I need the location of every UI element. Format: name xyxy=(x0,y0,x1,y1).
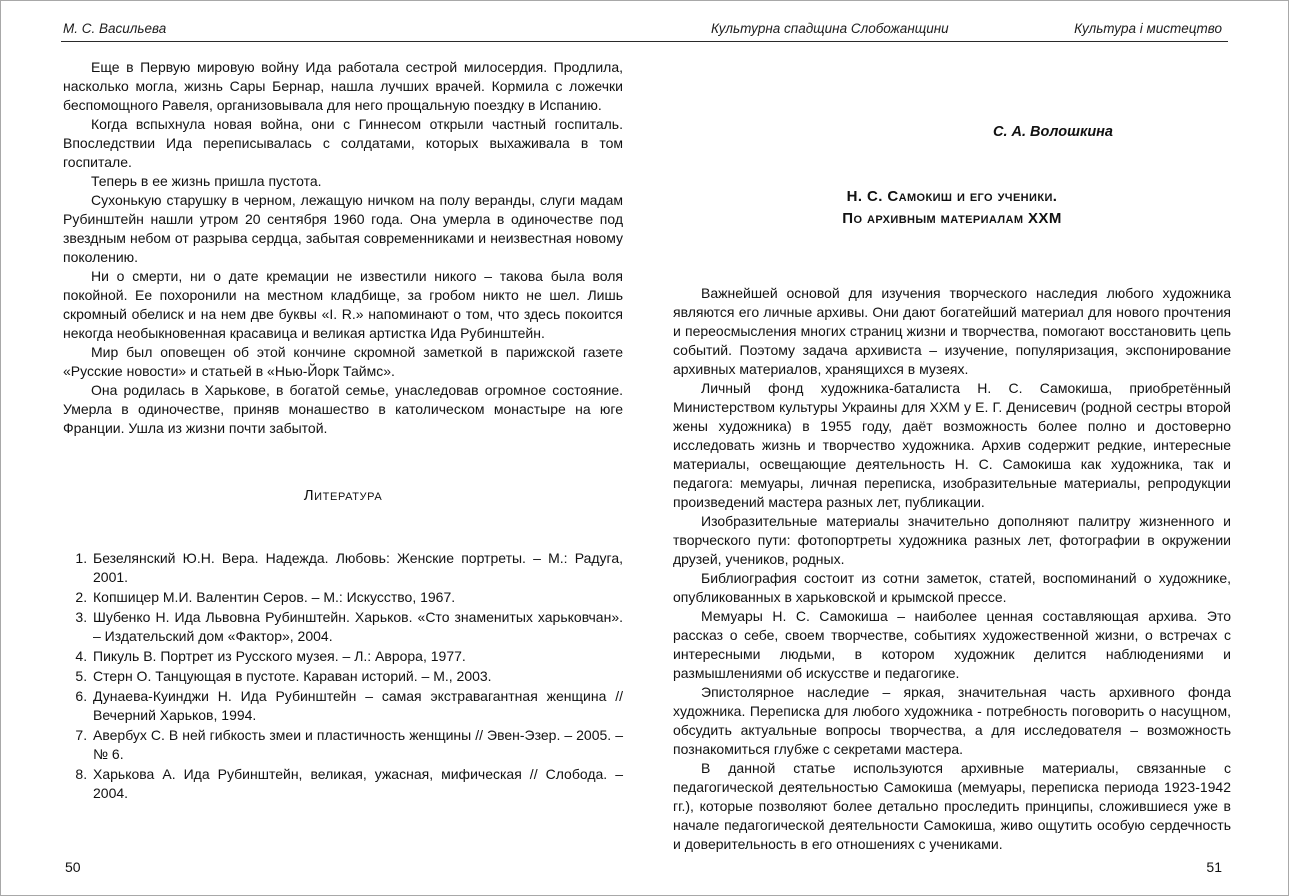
reference-item: 6. Дунаева-Куинджи Н. Ида Рубинштейн – самая экстравагантная женщина // Вечерний Харьков, 1994. xyxy=(91,687,623,725)
paragraph: Мир был оповещен об этой кончине скромной заметкой в парижской газете «Русские новости» и статьей в «Нью-Йорк Таймс». xyxy=(63,344,623,379)
reference-item: 4. Пикуль В. Портрет из Русского музея. – Л.: Аврора, 1977. xyxy=(91,647,623,666)
article-author: С. А. Волошкина xyxy=(993,124,1113,140)
paragraph: Эпистолярное наследие – яркая, значительная часть архивного фонда художника. Переписка для любого художника - потребность поговорить о насущном, обсудить актуальные вопросы творчества, а для исследователя – возможность познакомиться глубже с секретами мастера. xyxy=(673,684,1231,757)
reference-item: 3. Шубенко Н. Ида Львовна Рубинштейн. Харьков. «Сто знаменитых харьковчан». – Издательский дом «Фактор», 2004. xyxy=(91,608,623,646)
paragraph: Библиография состоит из сотни заметок, статей, воспоминаний о художнике, опубликованных в харьковской и крымской прессе. xyxy=(673,570,1231,605)
page-number-right: 51 xyxy=(1206,859,1222,875)
running-head-series: Культурна спадщина Слобожанщини xyxy=(711,21,949,36)
header-rule xyxy=(61,41,1228,42)
paragraph: Личный фонд художника-баталиста Н. С. Самокиша, приобретённый Министерством культуры Украины для ХХМ у Е. Г. Денисевич (родной сестры второй жены художника) в 1955 году, даёт возможность более полно и достоверно исследовать жизнь и творчество художника. Архив содержит редкие, интересные материалы, освещающие деятельность Н. С. Самокиша как художника, так и педагога: мемуары, личная переписка, изобразительные материалы, репродукции произведений мастера разных лет, публикации. xyxy=(673,380,1231,510)
reference-item: 7. Авербух С. В ней гибкость змеи и пластичность женщины // Эвен-Эзер. – 2005. – № 6. xyxy=(91,726,623,764)
reference-item: 5. Стерн О. Танцующая в пустоте. Караван историй. – М., 2003. xyxy=(91,667,623,686)
running-head-section: Культура і мистецтво xyxy=(1074,21,1222,36)
paragraph: Ни о смерти, ни о дате кремации не известили никого – такова была воля покойной. Ее похоронили на местном кладбище, за гробом никто не шел. Лишь скромный обелиск и на нем две буквы «I. R.» напоминают о том, что здесь покоится некогда необыкновенная красавица и великая артистка Ида Рубинштейн. xyxy=(63,268,623,341)
reference-item: 8. Харькова А. Ида Рубинштейн, великая, ужасная, мифическая // Слобода. – 2004. xyxy=(91,765,623,803)
paragraph: Еще в Первую мировую войну Ида работала сестрой милосердия. Продлила, насколько могла, жизнь Сары Бернар, нашла лучших врачей. Кормила с ложечки беспомощного Равеля, организовывала для него прощальную поездку в Испанию. xyxy=(63,59,623,113)
paragraph: Важнейшей основой для изучения творческого наследия любого художника являются его личные архивы. Они дают богатейший материал для нового прочтения и переосмысления многих страниц жизни и творчества, помогают восстановить цепь событий. Поэтому задача архивиста – изучение, популяризация, экспонирование архивных материалов, хранящихся в музеях. xyxy=(673,285,1231,377)
paragraph: Она родилась в Харькове, в богатой семье, унаследовав огромное состояние. Умерла в одиночестве, приняв монашество в католическом монастыре на юге Франции. Ушла из жизни почти забытой. xyxy=(63,382,623,436)
paragraph: Теперь в ее жизнь пришла пустота. xyxy=(91,173,322,189)
left-page xyxy=(63,53,623,804)
paragraph: Изобразительные материалы значительно дополняют палитру жизненного и творческого пути: фотопортреты художника разных лет, фотографии в окружении друзей, учеников, родных. xyxy=(673,513,1231,567)
paragraph: Сухонькую старушку в черном, лежащую ничком на полу веранды, слуги мадам Рубинштейн нашли утром 20 сентября 1960 года. Она умерла в одиночестве под звездным небом от разрыва сердца, забытая современниками и неизвестная новому поколению. xyxy=(63,192,623,265)
running-head-author: М. С. Васильева xyxy=(63,21,167,36)
article-title-line2: По архивным материалам ХХМ xyxy=(842,210,1062,227)
paragraph: Мемуары Н. С. Самокиша – наиболее ценная составляющая архива. Это рассказ о себе, своем творчестве, событиях художественной жизни, о встречах с интересными людьми, в котором художник делится наблюдениями и размышлениями об искусстве и педагогике. xyxy=(673,608,1231,681)
paragraph: Когда вспыхнула новая война, они с Гиннесом открыли частный госпиталь. Впоследствии Ида переписывалась с солдатами, которых выхаживала в том госпитале. xyxy=(63,116,623,170)
page-number-left: 50 xyxy=(65,859,81,875)
right-page xyxy=(673,53,1231,854)
reference-item: 1. Безелянский Ю.Н. Вера. Надежда. Любовь: Женские портреты. – М.: Радуга, 2001. xyxy=(91,549,623,587)
paragraph: В данной статье используются архивные материалы, связанные с педагогической деятельностью Самокиша (мемуары, переписка периода 1923-1942 гг.), которые позволяют более детально проследить принципы, сложившиеся уже в начале педагогической деятельности Самокиша, живо ощутить особую сердечность и доверительность в его отношениях с учениками. xyxy=(673,760,1231,852)
literature-heading: Литература xyxy=(303,487,383,504)
article-title-line1: Н. С. Самокиш и его ученики. xyxy=(846,188,1058,205)
article-title xyxy=(673,186,1231,230)
reference-item: 2. Копшицер М.И. Валентин Серов. – М.: Искусство, 1967. xyxy=(91,588,623,607)
reference-list xyxy=(63,549,623,803)
